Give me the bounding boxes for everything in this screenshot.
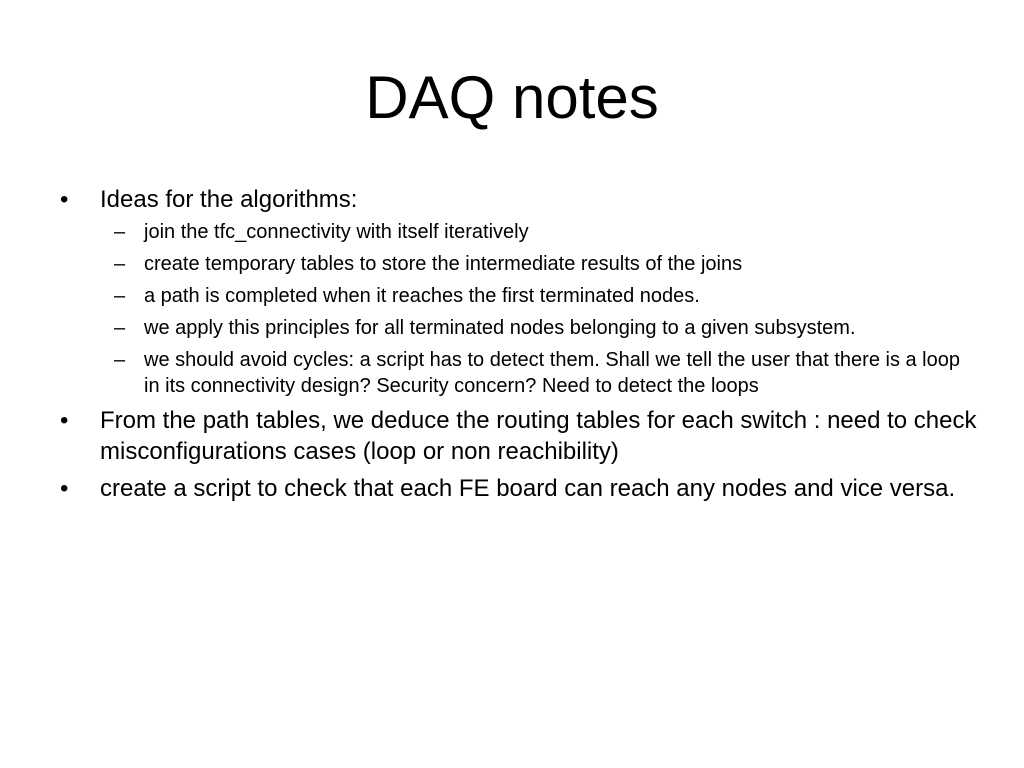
bullet-icon: • <box>60 407 69 434</box>
sub-bullet-text: a path is completed when it reaches the first terminated nodes. <box>144 285 700 307</box>
bullet-text: From the path tables, we deduce the routing tables for each switch : need to check misconfigurations cases (loop or non reachibility) <box>100 407 977 465</box>
bullet-item <box>58 473 978 504</box>
sub-bullet-list <box>110 219 978 399</box>
bullet-text: create a script to check that each FE board can reach any nodes and vice versa. <box>100 475 956 502</box>
dash-icon: – <box>114 221 126 243</box>
dash-icon: – <box>114 253 126 275</box>
sub-bullet-text: we apply this principles for all terminated nodes belonging to a given subsystem. <box>144 317 856 339</box>
dash-icon: – <box>114 349 126 371</box>
bullet-icon: • <box>60 186 69 213</box>
bullet-item <box>58 184 978 215</box>
sub-bullet-text: we should avoid cycles: a script has to detect them. Shall we tell the user that there is a loop in its connectivity design? Security concern? Need to detect the loops <box>144 349 960 397</box>
sub-bullet-item <box>110 251 978 277</box>
slide-content <box>58 184 978 510</box>
sub-bullet-item <box>110 315 978 341</box>
sub-bullet-item <box>110 283 978 309</box>
bullet-icon: • <box>60 475 69 502</box>
dash-icon: – <box>114 285 126 307</box>
bullet-item <box>58 405 978 467</box>
sub-bullet-text: join the tfc_connectivity with itself iteratively <box>144 221 529 243</box>
dash-icon: – <box>114 317 126 339</box>
slide-title: DAQ notes <box>365 64 659 131</box>
sub-bullet-text: create temporary tables to store the intermediate results of the joins <box>144 253 743 275</box>
sub-bullet-item <box>110 347 978 399</box>
sub-bullet-item <box>110 219 978 245</box>
bullet-text: Ideas for the algorithms: <box>100 186 358 213</box>
